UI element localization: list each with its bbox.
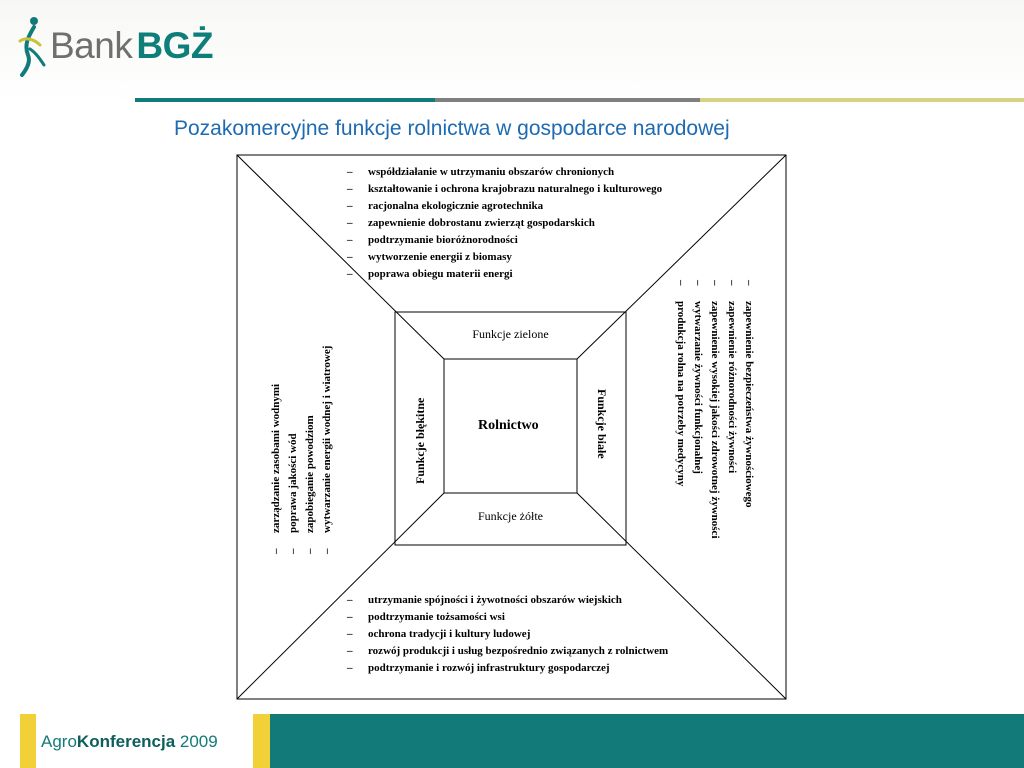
label-blue-functions: Funkcje błękitne [413, 397, 427, 484]
list-item: – zarządzanie zasobami wodnymi [268, 286, 285, 556]
list-item: – kształtowanie i ochrona krajobrazu naturalnego i kulturowego [345, 181, 690, 198]
list-item: – produkcja rolna na potrzeby medycyny [672, 278, 689, 598]
blue-functions-list [268, 286, 336, 556]
list-item: – współdziałanie w utrzymaniu obszarów chronionych [345, 164, 690, 181]
label-white-functions: Funkcje białe [595, 389, 609, 459]
list-item: – wytwarzanie energii wodnej i wiatrowej [319, 286, 336, 556]
list-item: – podtrzymanie tożsamości wsi [345, 609, 690, 626]
footer-agro: Agro [41, 732, 77, 751]
list-item: – zapewnienie wysokiej jakości zdrowotnej żywności [706, 278, 723, 598]
list-item: – wytwarzanie żywności funkcjonalnej [689, 278, 706, 598]
footer-yellow-bar-right [253, 714, 270, 768]
list-item: – zapobieganie powodziom [302, 286, 319, 556]
list-item: – zapewnienie dobrostanu zwierząt gospodarskich [345, 215, 690, 232]
label-yellow-functions: Funkcje żółte [478, 509, 543, 523]
logo-bank-text: Bank [50, 25, 133, 66]
list-item: – zapewnienie bezpieczeństwa żywnościowego [740, 278, 757, 598]
label-green-functions: Funkcje zielone [472, 327, 549, 341]
list-item: – utrzymanie spójności i żywotności obszarów wiejskich [345, 592, 690, 609]
list-item: – racjonalna ekologicznie agrotechnika [345, 198, 690, 215]
green-functions-list [345, 164, 690, 283]
list-item: – podtrzymanie bioróżnorodności [345, 232, 690, 249]
list-item: – ochrona tradycji i kultury ludowej [345, 626, 690, 643]
center-label-rolnictwo: Rolnictwo [478, 418, 539, 433]
list-item: – wytworzenie energii z biomasy [345, 249, 690, 266]
list-item: – rozwój produkcji i usług bezpośrednio związanych z rolnictwem [345, 643, 690, 660]
list-item: – zapewnienie różnorodności żywności [723, 278, 740, 598]
list-item: – poprawa jakości wód [285, 286, 302, 556]
yellow-functions-list [345, 592, 690, 677]
white-functions-list [672, 278, 757, 598]
footer-year: 2009 [175, 732, 218, 751]
page-title: Pozakomercyjne funkcje rolnictwa w gospodarce narodowej [174, 117, 730, 140]
footer-yellow-bar-left [20, 714, 36, 768]
footer-konferencja: Konferencja [76, 732, 176, 751]
list-item: – podtrzymanie i rozwój infrastruktury gospodarczej [345, 660, 690, 677]
logo-bgz-text: BGŻ [136, 25, 213, 66]
list-item: – poprawa obiegu materii energi [345, 266, 690, 283]
footer-conference-name [41, 732, 218, 752]
